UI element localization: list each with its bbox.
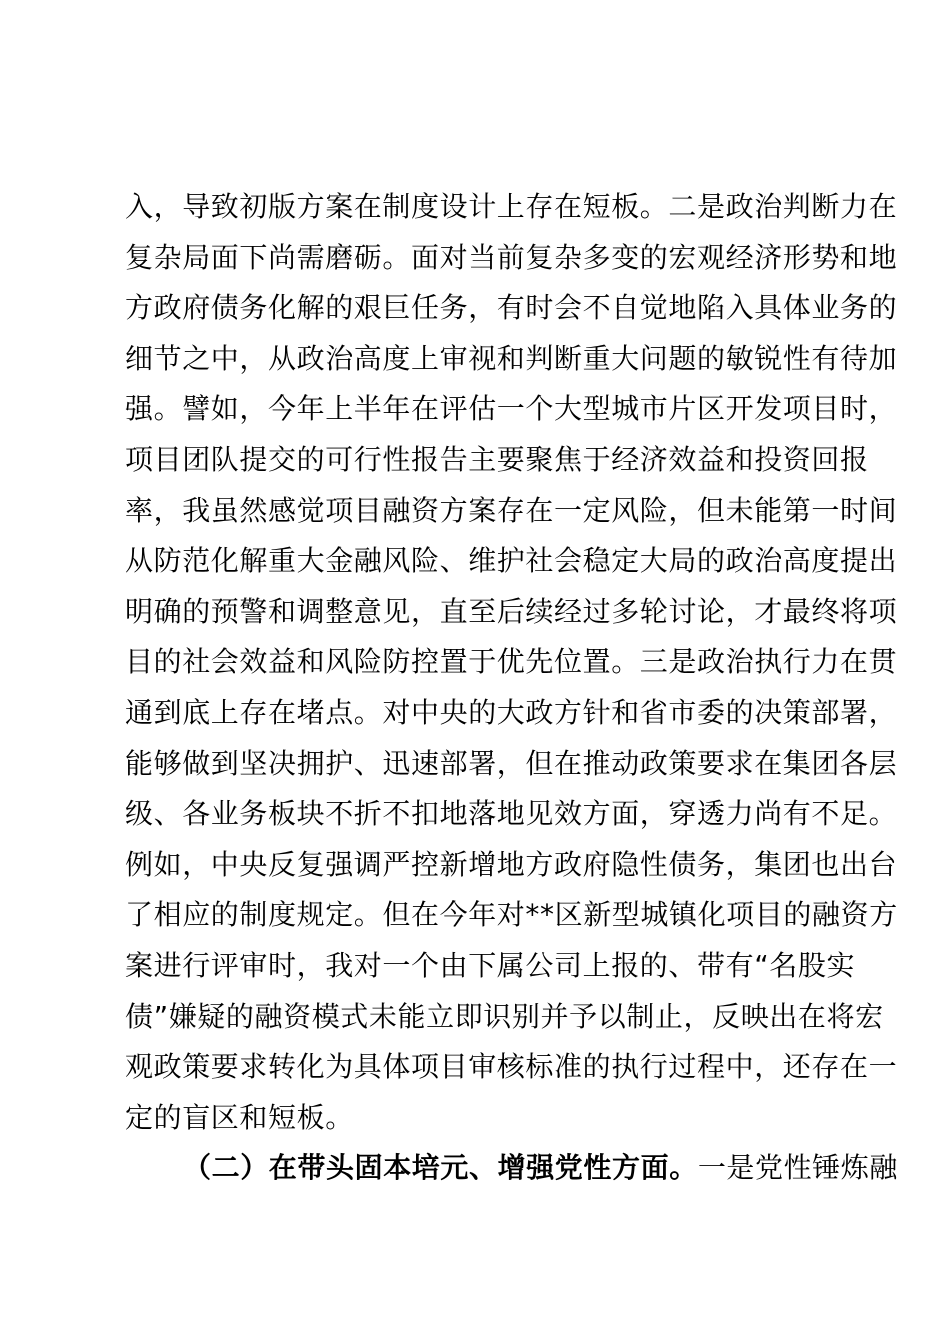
section-heading-line <box>125 1143 899 1194</box>
paragraph-line: 项目团队提交的可行性报告主要聚焦于经济效益和投资回报 <box>125 442 869 476</box>
paragraph-line: 从防范化解重大金融风险、维护社会稳定大局的政治高度提出 <box>125 544 898 578</box>
paragraph-line: 能够做到坚决拥护、迅速部署，但在推动政策要求在集团各层 <box>125 746 898 780</box>
paragraph-line: 强。譬如，今年上半年在评估一个大型城市片区开发项目时， <box>125 392 898 426</box>
paragraph-line: 例如，中央反复强调严控新增地方政府隐性债务，集团也出台 <box>125 847 898 881</box>
paragraph-line: 目的社会效益和风险防控置于优先位置。三是政治执行力在贯 <box>125 645 898 679</box>
paragraph-line: 方政府债务化解的艰巨任务，有时会不自觉地陷入具体业务的 <box>125 291 898 325</box>
paragraph-line: 细节之中，从政治高度上审视和判断重大问题的敏锐性有待加 <box>125 341 898 375</box>
paragraph-line: 通到底上存在堵点。对中央的大政方针和省市委的决策部署， <box>125 695 898 729</box>
section-continuation: 一是党性锤炼融 <box>697 1151 899 1185</box>
paragraph-line: 案进行评审时，我对一个由下属公司上报的、带有“名股实 <box>125 948 856 982</box>
paragraph-line: 债”嫌疑的融资模式未能立即识别并予以制止，反映出在将宏 <box>125 999 884 1033</box>
paragraph-line: 观政策要求转化为具体项目审核标准的执行过程中，还存在一 <box>125 1050 898 1084</box>
paragraph-line: 率，我虽然感觉项目融资方案存在一定风险，但未能第一时间 <box>125 493 898 527</box>
document-body <box>125 182 899 1194</box>
section-heading: （二）在带头固本培元、增强党性方面。 <box>183 1151 698 1185</box>
paragraph-line: 级、各业务板块不折不扣地落地见效方面，穿透力尚有不足。 <box>125 797 898 831</box>
paragraph-line: 定的盲区和短板。 <box>125 1100 354 1134</box>
paragraph-line: 复杂局面下尚需磨砺。面对当前复杂多变的宏观经济形势和地 <box>125 240 898 274</box>
paragraph-line: 入，导致初版方案在制度设计上存在短板。二是政治判断力在 <box>125 190 898 223</box>
paragraph-line: 明确的预警和调整意见，直至后续经过多轮讨论，才最终将项 <box>125 594 898 628</box>
paragraph-line: 了相应的制度规定。但在今年对**区新型城镇化项目的融资方 <box>125 898 898 932</box>
